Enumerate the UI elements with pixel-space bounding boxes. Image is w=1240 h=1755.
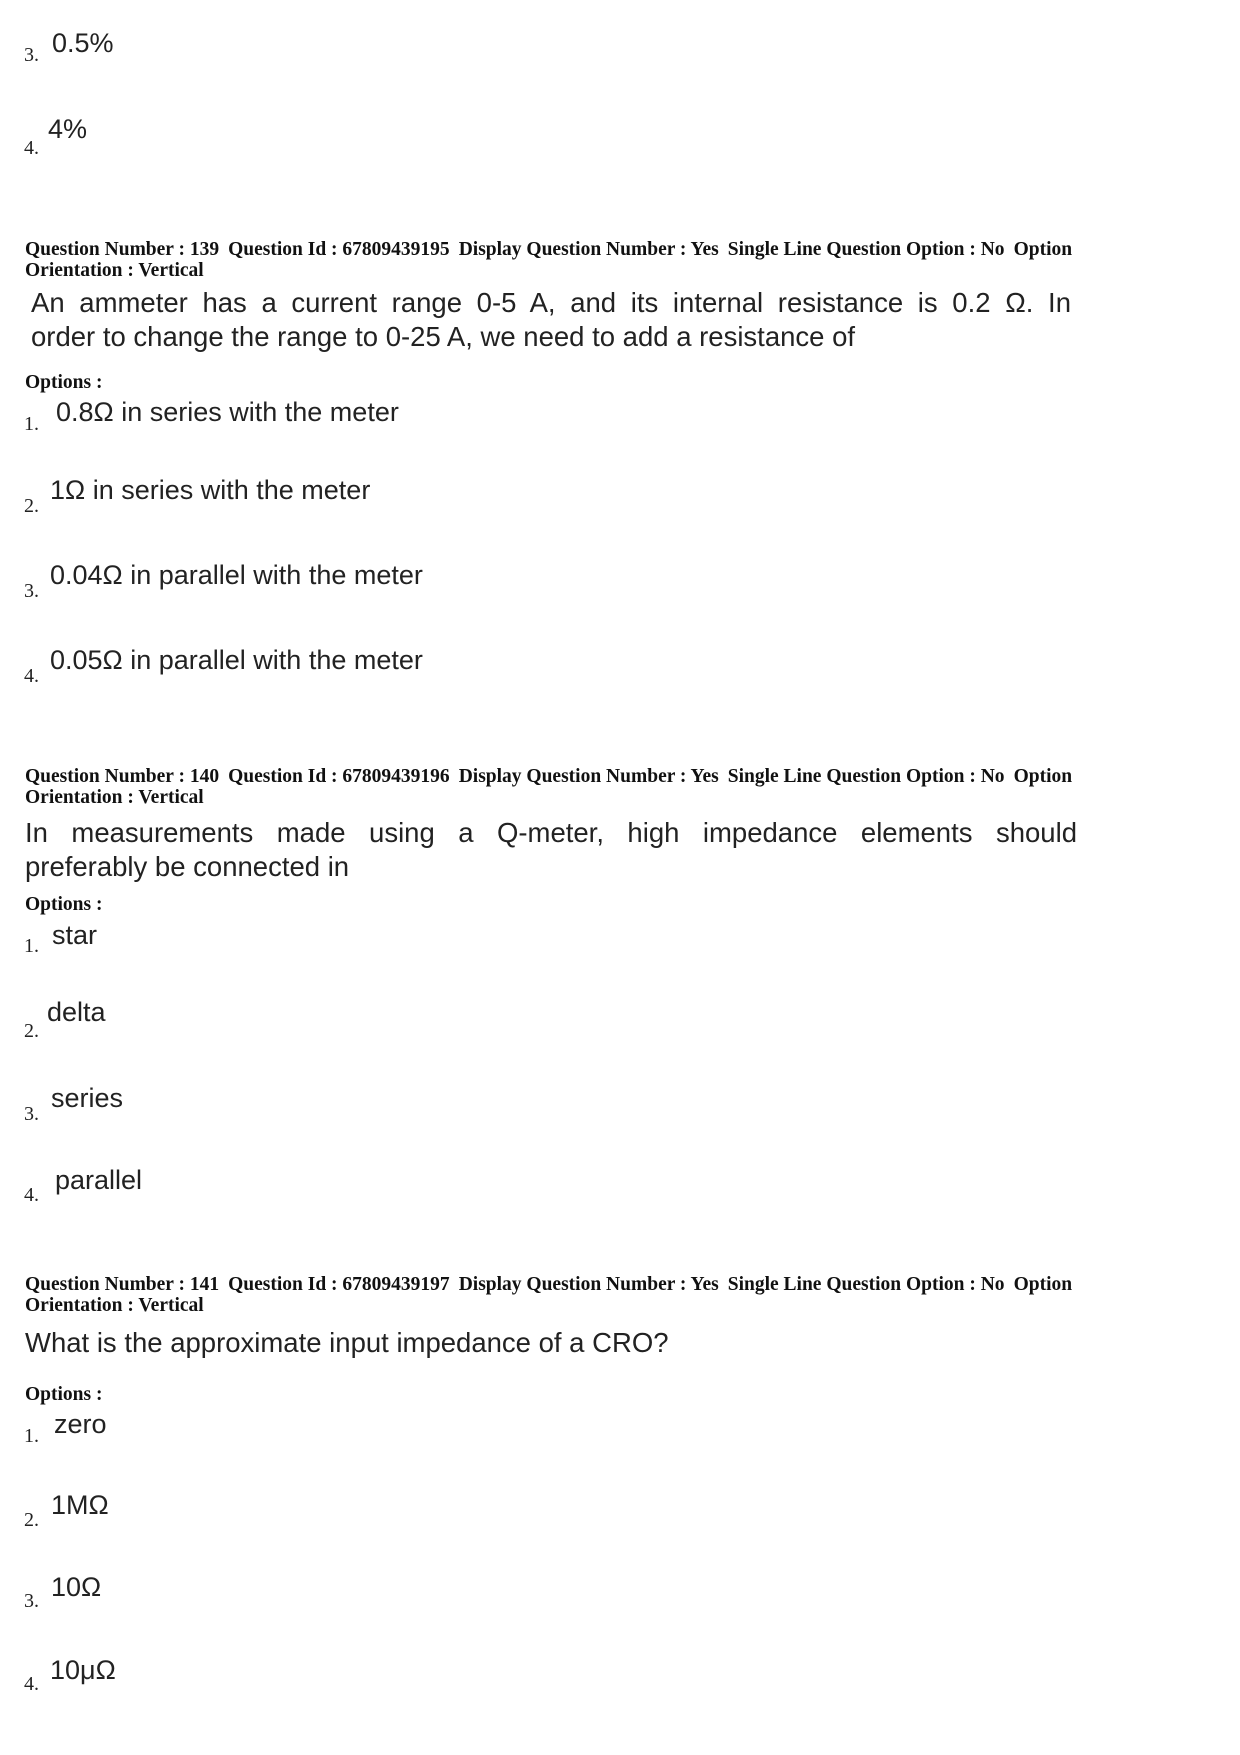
question-meta-line-2: Orientation : Vertical [25, 260, 204, 281]
option-text: parallel [55, 1165, 143, 1195]
option-number: 1. [24, 935, 39, 957]
question-meta-line-2: Orientation : Vertical [25, 1295, 204, 1316]
question-number: Question Number : 141 [25, 1274, 220, 1295]
question-meta-line-1 [25, 766, 1072, 787]
display-question-number: Display Question Number : Yes [458, 239, 719, 260]
question-number: Question Number : 140 [25, 766, 220, 787]
question-text [25, 1326, 1077, 1360]
options-label: Options : [25, 1384, 103, 1405]
option-number: 4. [24, 1184, 39, 1206]
option-number: 4. [24, 137, 39, 159]
question-text-line: preferably be connected in [25, 851, 350, 882]
option-text: 0.5% [52, 28, 114, 58]
question-id: Question Id : 67809439197 [228, 1274, 450, 1295]
question-text [31, 286, 1071, 354]
option-text: zero [54, 1409, 107, 1439]
question-text-line: An ammeter has a current range 0-5 A, and its internal resistance is 0.2 Ω. In [31, 287, 1071, 318]
option-number: 2. [24, 1020, 39, 1042]
display-question-number: Display Question Number : Yes [458, 1274, 719, 1295]
option-number: 3. [24, 1590, 39, 1612]
single-line-option: Single Line Question Option : No [727, 766, 1005, 787]
option-number: 3. [24, 44, 39, 66]
option-text: 0.8Ω in series with the meter [56, 397, 399, 427]
question-meta [25, 239, 1072, 281]
option-number: 1. [24, 413, 39, 435]
options-label: Options : [25, 894, 103, 915]
question-meta [25, 1274, 1072, 1316]
options-label: Options : [25, 372, 103, 393]
question-meta-line-2: Orientation : Vertical [25, 787, 204, 808]
question-meta-line-1 [25, 239, 1072, 260]
option-text: delta [47, 997, 106, 1027]
question-number: Question Number : 139 [25, 239, 220, 260]
question-id: Question Id : 67809439196 [228, 766, 450, 787]
display-question-number: Display Question Number : Yes [458, 766, 719, 787]
option-text: 1MΩ [51, 1490, 109, 1520]
option-number: 2. [24, 495, 39, 517]
option-text: 4% [48, 114, 88, 144]
single-line-option: Single Line Question Option : No [727, 1274, 1005, 1295]
option-text: 0.05Ω in parallel with the meter [50, 645, 423, 675]
option-text: series [51, 1083, 124, 1113]
option-text: star [52, 920, 98, 950]
option-number: 4. [24, 665, 39, 687]
question-meta [25, 766, 1072, 808]
option-word: Option [1013, 239, 1073, 260]
option-text: 0.04Ω in parallel with the meter [50, 560, 423, 590]
option-text: 1Ω in series with the meter [50, 475, 371, 505]
question-meta-line-1 [25, 1274, 1072, 1295]
option-number: 1. [24, 1425, 39, 1447]
single-line-option: Single Line Question Option : No [727, 239, 1005, 260]
option-number: 3. [24, 1103, 39, 1125]
question-text-line: order to change the range to 0-25 A, we need to add a resistance of [31, 321, 856, 352]
option-text: 10Ω [51, 1572, 102, 1602]
question-text-line: What is the approximate input impedance of a CRO? [25, 1327, 669, 1358]
question-text-line: In measurements made using a Q-meter, high impedance elements should [25, 817, 1077, 848]
option-number: 2. [24, 1509, 39, 1531]
question-text [25, 816, 1077, 884]
option-word: Option [1013, 1274, 1073, 1295]
question-id: Question Id : 67809439195 [228, 239, 450, 260]
option-number: 3. [24, 580, 39, 602]
option-number: 4. [24, 1673, 39, 1695]
option-text: 10μΩ [50, 1655, 116, 1685]
option-word: Option [1013, 766, 1073, 787]
